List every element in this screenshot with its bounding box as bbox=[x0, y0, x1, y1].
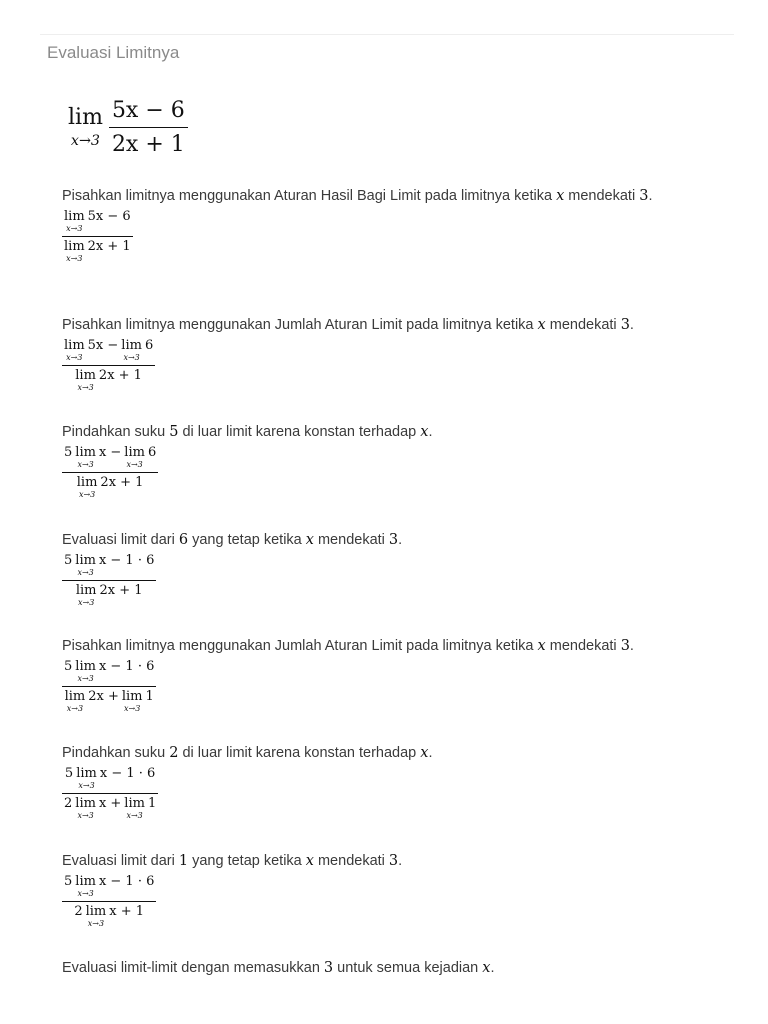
step-fraction bbox=[62, 554, 156, 607]
lim-operator: lim x→3 bbox=[76, 766, 97, 790]
lim-operator: lim x→3 bbox=[121, 689, 143, 713]
step-text: Pisahkan limitnya menggunakan Jumlah Aturan Limit pada limitnya ketika x mendekati 3. bbox=[62, 638, 634, 654]
step-7 bbox=[62, 851, 712, 928]
fraction-denominator: lim x→3 2x + 1 bbox=[62, 365, 155, 392]
main-limit-expression bbox=[68, 98, 188, 157]
fraction-numerator: 5 lim x→3 x − 1 · 6 bbox=[64, 553, 155, 577]
step-fraction bbox=[62, 767, 158, 820]
fraction-denominator: lim x→3 2x + 1 bbox=[62, 580, 156, 607]
lim-operator: lim x→3 bbox=[75, 368, 96, 392]
fraction-denominator: 2 lim x→3 x + lim x→3 1 bbox=[62, 793, 158, 820]
step-text: Pisahkan limitnya menggunakan Jumlah Aturan Limit pada limitnya ketika x mendekati 3. bbox=[62, 317, 634, 333]
lim-operator: lim x→3 bbox=[124, 796, 145, 820]
fraction-numerator: 5 lim x→3 x − 1 · 6 bbox=[64, 874, 155, 898]
step-4 bbox=[62, 530, 712, 607]
lim-operator: lim x→3 bbox=[124, 445, 145, 469]
fraction-numerator: lim x→3 5x − 6 bbox=[64, 209, 131, 233]
lim-operator: lim x→3 bbox=[64, 239, 85, 263]
step-text: Pisahkan limitnya menggunakan Aturan Hasil Bagi Limit pada limitnya ketika x mendekati 3. bbox=[62, 188, 653, 204]
step-fraction bbox=[62, 446, 158, 499]
lim-operator: lim x→3 bbox=[64, 338, 85, 362]
page-title: Evaluasi Limitnya bbox=[47, 43, 180, 62]
main-lim bbox=[68, 104, 103, 149]
lim-operator: lim x→3 bbox=[75, 445, 96, 469]
step-text: Pindahkan suku 5 di luar limit karena konstan terhadap x. bbox=[62, 424, 433, 440]
lim-operator: lim x→3 bbox=[85, 904, 107, 928]
main-denominator: 2x + 1 bbox=[109, 127, 188, 157]
step-fraction bbox=[62, 339, 155, 392]
main-lim-op: lim bbox=[68, 104, 103, 130]
top-divider bbox=[40, 34, 734, 35]
fraction-denominator: lim x→3 2x + 1 bbox=[62, 472, 158, 499]
step-5 bbox=[62, 636, 712, 713]
step-text: Evaluasi limit dari 6 yang tetap ketika x mendekati 3. bbox=[62, 532, 403, 548]
lim-operator: lim x→3 bbox=[75, 553, 96, 577]
step-3 bbox=[62, 422, 712, 499]
step-6 bbox=[62, 743, 712, 820]
lim-operator: lim x→3 bbox=[121, 338, 142, 362]
fraction-denominator: lim x→3 2x + 1 bbox=[62, 236, 133, 263]
fraction-denominator: lim x→3 2x + lim x→3 1 bbox=[62, 686, 156, 713]
fraction-denominator: 2 lim x→3 x + 1 bbox=[62, 901, 156, 928]
main-lim-sub: x→3 bbox=[70, 132, 101, 149]
lim-operator: lim x→3 bbox=[75, 874, 96, 898]
step-8 bbox=[62, 958, 712, 979]
lim-operator: lim x→3 bbox=[64, 209, 85, 233]
fraction-numerator: lim x→3 5x − lim x→3 6 bbox=[64, 338, 154, 362]
step-text: Evaluasi limit dari 1 yang tetap ketika x mendekati 3. bbox=[62, 853, 403, 869]
fraction-numerator: 5 lim x→3 x − 1 · 6 bbox=[64, 766, 156, 790]
lim-operator: lim x→3 bbox=[75, 659, 96, 683]
main-numerator: 5x − 6 bbox=[111, 98, 185, 123]
fraction-numerator: 5 lim x→3 x − lim x→3 6 bbox=[64, 445, 157, 469]
fraction-numerator: 5 lim x→3 x − 1 · 6 bbox=[64, 659, 155, 683]
lim-operator: lim x→3 bbox=[75, 583, 97, 607]
main-fraction bbox=[109, 98, 188, 157]
step-text: Pindahkan suku 2 di luar limit karena konstan terhadap x. bbox=[62, 745, 433, 761]
step-text: Evaluasi limit-limit dengan memasukkan 3 untuk semua kejadian x. bbox=[62, 960, 495, 976]
step-fraction bbox=[62, 660, 156, 713]
lim-operator: lim x→3 bbox=[64, 689, 86, 713]
step-2 bbox=[62, 315, 712, 392]
step-1 bbox=[62, 186, 712, 263]
lim-operator: lim x→3 bbox=[76, 475, 98, 499]
step-fraction bbox=[62, 875, 156, 928]
lim-operator: lim x→3 bbox=[75, 796, 96, 820]
step-fraction bbox=[62, 210, 133, 263]
